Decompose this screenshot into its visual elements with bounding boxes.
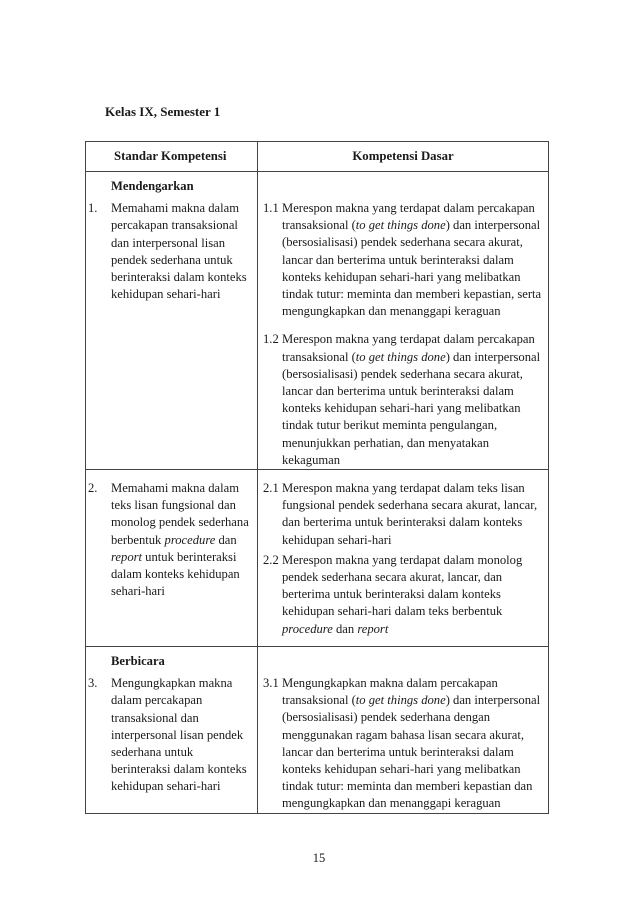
sk-number: 2. <box>88 481 98 496</box>
kd-text: Merespon makna yang terdapat dalam percakapan transaksional (to get things done) dan interpersonal (bersosialisasi) pendek sederhana secara akurat, lancar dan berterima untuk berinteraksi dalam konteks kehidupan sehari-hari yang melibatkan tindak tutur berikut meminta pengulangan, menunjukkan perhatian, dan menyatakan kekaguman <box>282 332 541 467</box>
header-standar-kompetensi: Standar Kompetensi <box>86 142 258 172</box>
sk-cell <box>86 172 258 470</box>
table-header-row <box>86 142 549 172</box>
document-heading: Kelas IX, Semester 1 <box>105 104 221 119</box>
kd-number: 3.1 <box>263 676 279 691</box>
kd-item <box>258 675 548 813</box>
sk-text: Mengungkapkan makna dalam percakapan transaksional dan interpersonal lisan pendek sederhana untuk berinteraksi dalam konteks kehidupan sehari-hari <box>111 676 247 794</box>
competency-table <box>85 141 549 814</box>
section-label: Mendengarkan <box>111 179 194 193</box>
kd-number: 2.1 <box>263 481 279 496</box>
sk-cell <box>86 470 258 647</box>
page-number: 15 <box>312 851 326 865</box>
sk-text: Memahami makna dalam teks lisan fungsional dan monolog pendek sederhana berbentuk procedure dan report untuk berinteraksi dalam konteks kehidupan sehari-hari <box>111 481 249 599</box>
kd-number: 1.1 <box>263 201 279 215</box>
kd-item <box>258 331 548 469</box>
table-row <box>86 172 549 470</box>
kd-cell <box>258 172 549 470</box>
table-row <box>86 470 549 647</box>
sk-text: Memahami makna dalam percakapan transaksional dan interpersonal lisan pendek sederhana untuk berinteraksi dalam konteks kehidupan sehari-hari <box>111 201 247 302</box>
kd-cell <box>258 647 549 814</box>
kd-text: Mengungkapkan makna dalam percakapan transaksional (to get things done) dan interpersonal (bersosialisasi) pendek sederhana dengan menggunakan ragam bahasa lisan secara akurat, lancar dan berterima untuk berinteraksi dalam konteks kehidupan sehari-hari yang melibatkan tindak tutur: meminta dan memberi kepastian dan mengungkapkan dan menanggapi keraguan <box>282 676 541 811</box>
kd-item <box>258 552 548 638</box>
kd-cell <box>258 470 549 647</box>
sk-number: 1. <box>88 201 98 216</box>
header-kompetensi-dasar: Kompetensi Dasar <box>258 142 549 172</box>
kd-item <box>258 200 548 320</box>
kd-item <box>258 480 548 549</box>
kd-text: Merespon makna yang terdapat dalam monolog pendek sederhana secara akurat, lancar, dan berterima untuk berinteraksi dalam konteks kehidupan sehari-hari dalam teks berbentuk procedure dan report <box>282 552 523 636</box>
kd-text: Merespon makna yang terdapat dalam teks lisan fungsional pendek sederhana secara akurat, lancar, dan berterima untuk berinteraksi dalam konteks kehidupan sehari-hari <box>282 481 538 547</box>
sk-cell <box>86 647 258 814</box>
table-row <box>86 647 549 814</box>
sk-item <box>86 480 257 600</box>
sk-item <box>86 675 257 795</box>
sk-item <box>86 200 257 303</box>
kd-text: Merespon makna yang terdapat dalam percakapan transaksional (to get things done) dan interpersonal (bersosialisasi) pendek sederhana secara akurat, lancar dan berterima untuk berinteraksi dalam konteks kehidupan sehari-hari yang melibatkan tindak tutur: meminta dan memberi kepastian, serta mengungkapkan dan menanggapi keraguan <box>282 201 542 319</box>
kd-number: 2.2 <box>263 552 279 567</box>
sk-number: 3. <box>88 676 98 691</box>
kd-number: 1.2 <box>263 332 279 347</box>
section-label: Berbicara <box>111 654 165 669</box>
